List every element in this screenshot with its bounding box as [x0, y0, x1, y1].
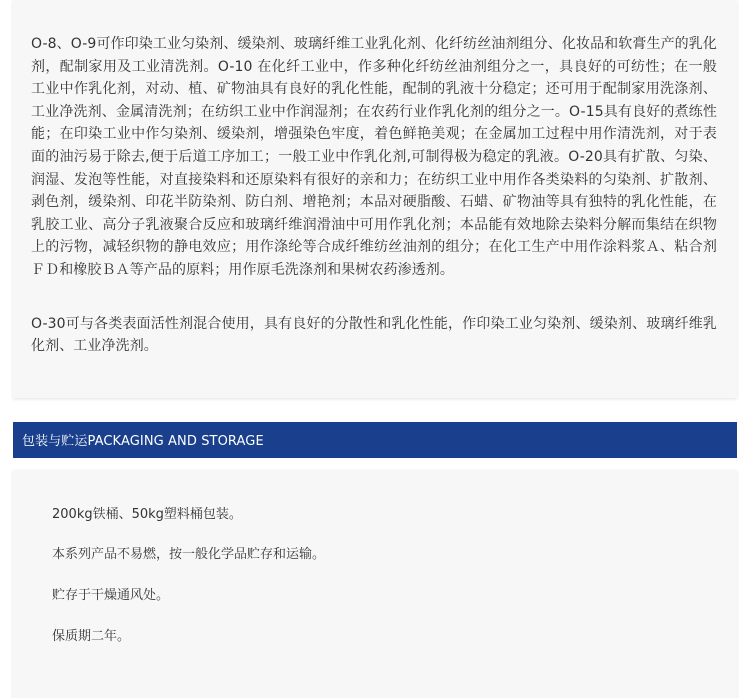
usage-paragraph-o30: O-30可与各类表面活性剂混合使用，具有良好的分散性和乳化性能，作印染工业匀染剂、缓染剂、玻璃纤维乳化剂、工业净洗剂。: [31, 315, 717, 355]
storage-item-packaging: 200kg铁桶、50kg塑料桶包装。: [52, 507, 242, 522]
storage-item-shelf-life: 保质期二年。: [52, 629, 131, 644]
packaging-section-title: 包装与贮运PACKAGING AND STORAGE: [22, 434, 264, 449]
usage-card: [13, 0, 737, 398]
packaging-section-header: [13, 422, 737, 458]
storage-item-storage-place: 贮存于干燥通风处。: [52, 588, 170, 603]
storage-card: [13, 470, 737, 698]
usage-paragraph-o8-o20: O-8、O-9可作印染工业匀染剂、缓染剂、玻璃纤维工业乳化剂、化纤纺丝油剂组分、化妆品和软膏生产的乳化剂，配制家用及工业清洗剂。O-10 在化纤工业中，作多种化纤纺丝油剂组分之一，具良好的可纺性；在一般工业中作乳化剂，对动、植、矿物油具有良好的乳化性能，配制的乳液十分稳定；还可用于配制家用洗涤剂、工业净洗剂、金属清洗剂；在纺织工业中作润湿剂；在农药行业作乳化剂的组分之一。O-15具有良好的煮练性能；在印染工业中作匀染剂、缓染剂，增强染色牢度，着色鲜艳美观；在金属加工过程中用作清洗剂，对于表面的油污易于除去,便于后道工序加工；一般工业中作乳化剂,可制得极为稳定的乳液。O-20具有扩散、匀染、润湿、发泡等性能，对直接染料和还原染料有很好的亲和力；在纺织工业中用作各类染料的匀染剂、扩散剂、剥色剂，缓染剂、印花半防染剂、防白剂、增艳剂；本品对硬脂酸、石蜡、矿物油等具有独特的乳化性能，在乳胶工业、高分子乳液聚合反应和玻璃纤维润滑油中可用作乳化剂；本品能有效地除去染料分解而集结在织物上的污物，减轻织物的静电效应；用作涤纶等合成纤维纺丝油剂的组分；在化工生产中用作涂料浆Ａ、粘合剂ＦＤ和橡胶ＢＡ等产品的原料；用作原毛洗涤剂和果树农药渗透剂。: [31, 36, 717, 278]
storage-item-transport: 本系列产品不易燃，按一般化学品贮存和运输。: [52, 547, 326, 562]
